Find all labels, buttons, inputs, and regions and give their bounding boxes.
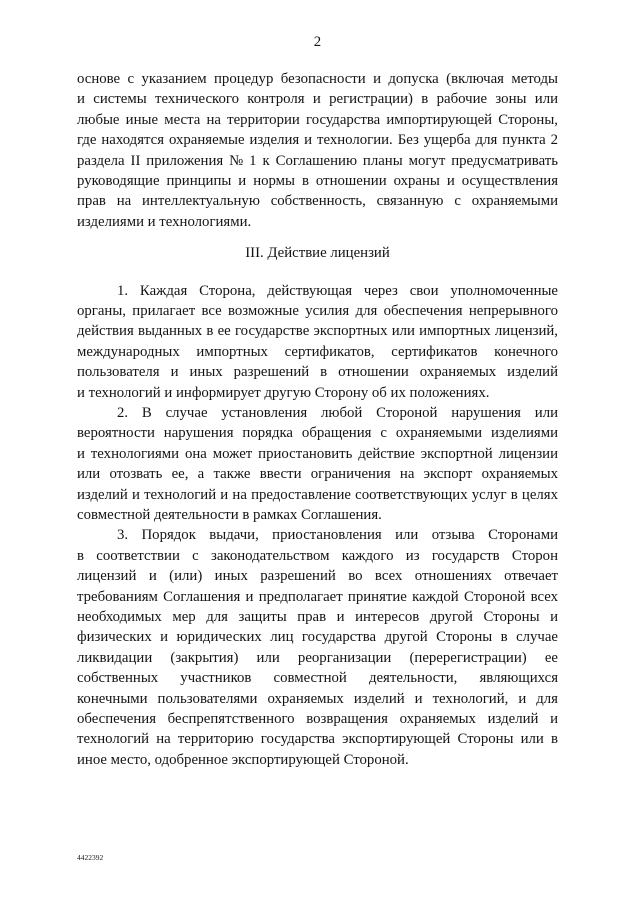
text-line: ликвидации (закрытия) или реорганизации (перерегистрации) ее xyxy=(77,649,558,666)
text-line: и технологий и информирует другую Сторону об их положениях. xyxy=(77,384,490,401)
text-line: иное место, одобренное экспортирующей Стороной. xyxy=(77,751,409,768)
text-line: и технологиями она может приостановить действие экспортной лицензии xyxy=(77,445,558,462)
text-line: международных импортных сертификатов, сертификатов конечного xyxy=(77,343,558,360)
text-line: 2. В случае установления любой Стороной нарушения или xyxy=(117,405,558,422)
text-line: 3. Порядок выдачи, приостановления или отзыва Сторонами xyxy=(117,527,558,544)
section-item-3 xyxy=(77,525,558,770)
text-line: органы, прилагает все возможные усилия для обеспечения непрерывного xyxy=(77,303,558,320)
text-line: обеспечения беспрепятственного возвращения охраняемых изделий и xyxy=(77,710,558,727)
text-line: изделий и технологий и на предоставление соответствующих услуг в целях xyxy=(77,486,558,503)
section-heading: III. Действие лицензий xyxy=(245,244,390,261)
text-line: требованиям Соглашения и предполагает принятие каждой Стороной всех xyxy=(77,588,558,605)
section-item-1 xyxy=(77,281,558,403)
text-line: руководящие принципы и нормы в отношении охраны и осуществления xyxy=(77,172,558,189)
text-line: действия выданных в ее государстве экспортных или импортных лицензий, xyxy=(77,323,558,340)
text-line: прав на интеллектуальную собственность, связанную с охраняемыми xyxy=(77,193,558,210)
text-line: изделиями и технологиями. xyxy=(77,213,252,230)
text-line: любые иные места на территории государства импортирующей Стороны, xyxy=(77,111,558,128)
text-line: где находятся охраняемые изделия и технологии. Без ущерба для пункта 2 xyxy=(77,132,558,149)
text-line: и системы технического контроля и регистрации) в рабочие зоны или xyxy=(77,91,558,108)
text-line: необходимых мер для защиты прав и интересов другой Стороны и xyxy=(77,608,558,625)
continuation-paragraph xyxy=(77,69,558,232)
text-line: вероятности нарушения порядка обращения с охраняемыми изделиями xyxy=(77,425,558,442)
page-number: 2 xyxy=(313,34,322,50)
document-body xyxy=(77,69,558,770)
text-line: совместной деятельности в рамках Соглашения. xyxy=(77,507,382,523)
text-line: основе с указанием процедур безопасности и допуска (включая методы xyxy=(77,71,558,87)
text-line: или отозвать ее, а также ввести ограничения на экспорт охраняемых xyxy=(77,466,558,483)
text-line: раздела II приложения № 1 к Соглашению планы могут предусматривать xyxy=(77,152,558,169)
text-line: лицензий и (или) иных разрешений во всех отношениях отвечает xyxy=(77,568,558,585)
text-line: технологий на территорию государства экспортирующей Стороны или в xyxy=(77,731,558,748)
text-line: собственных участников совместной деятельности, являющихся xyxy=(77,670,558,687)
text-line: конечными пользователями охраняемых изделий и технологий, и для xyxy=(77,690,558,707)
section-item-2 xyxy=(77,403,558,525)
text-line: в соответствии с законодательством каждого из государств Сторон xyxy=(77,547,558,564)
text-line: 1. Каждая Сторона, действующая через свои уполномоченные xyxy=(117,282,558,299)
document-code: 4422392 xyxy=(77,853,104,862)
text-line: пользователя и иных разрешений в отношении охраняемых изделий xyxy=(77,364,558,381)
text-line: физических и юридических лиц государства другой Стороны в случае xyxy=(77,629,558,646)
